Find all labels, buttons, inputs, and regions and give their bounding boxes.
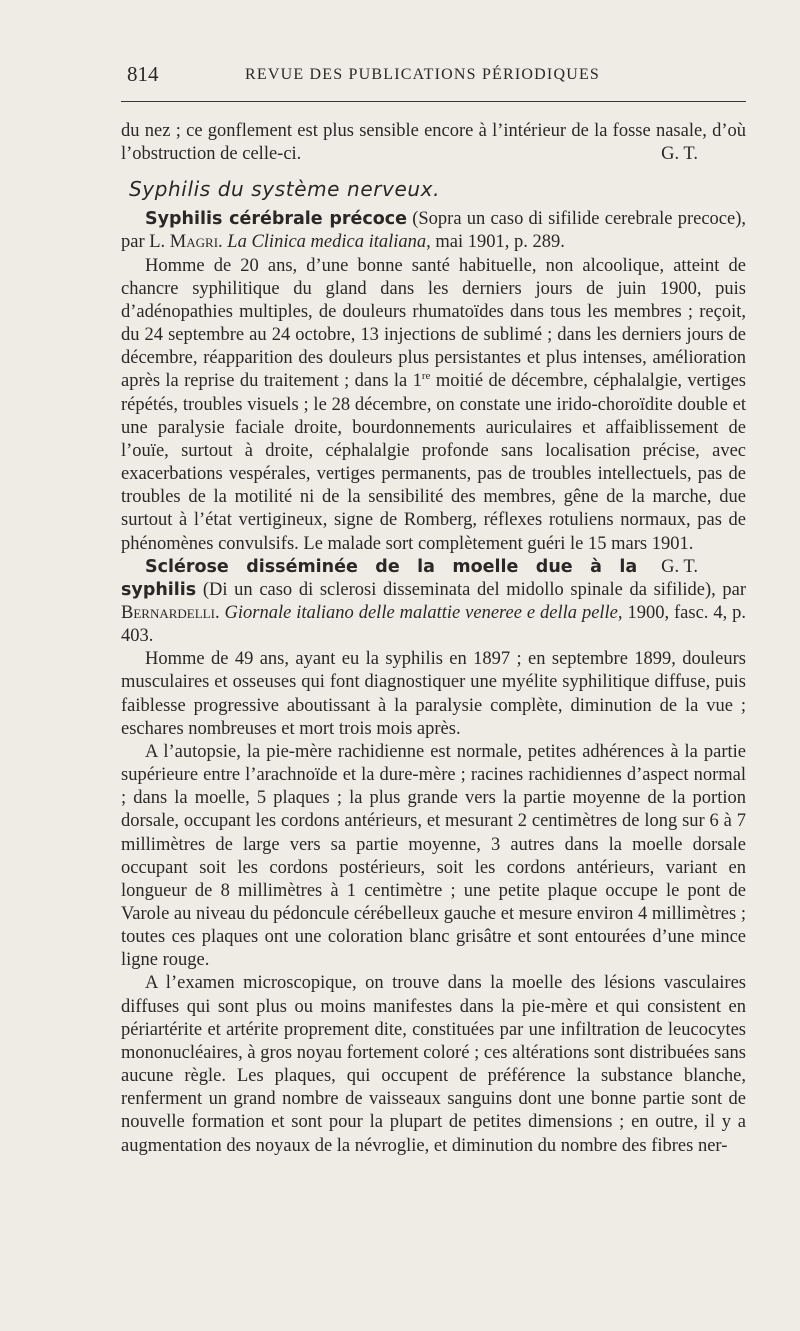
page-number: 814: [127, 62, 159, 86]
article-title: Syphilis cérébrale précoce: [145, 209, 408, 230]
reference-separator: .: [218, 232, 228, 253]
reference-separator: .: [214, 602, 225, 623]
article-paragraph: [121, 255, 746, 577]
continuation-text: du nez ; ce gonflement est plus sensible encore à l’intérieur de la fosse nasale, d’où l’obstruction de celle-ci.: [121, 121, 746, 165]
article-author: Bernardelli: [121, 602, 215, 623]
signature: G. T.: [661, 556, 698, 577]
article-paragraph: A l’autopsie, la pie-mère rachidienne est normale, petites adhérences à la partie supérieure entre l’arachnoïde et la dure-mère ; racines rachidiennes d’aspect normal ; dans la moelle, 5 plaques ; la plus grande vers la partie moyenne de la portion dorsale, occupant les cordons antérieurs, et mesurant 2 centimètres de long sur 6 à 7 millimètres de large vers sa partie moyenne, 3 autres dans la moelle dorsale occupant soit les cordons postérieurs, soit les cordons antérieurs, variant en longueur de 8 millimètres à 1 centimètre ; une petite plaque occupe le pont de Varole au niveau du pédoncule cérébelleux gauche et mesure environ 4 millimètres ; toutes ces plaques ont une coloration blanc grisâtre et sont entourées d’une mince ligne rouge.: [121, 741, 746, 971]
paragraph-text: moitié de décembre, céphalalgie, vertiges répétés, troubles visuels ; le 28 décembre, on constate une irido-choroïdite double et une paralysie faciale droite, bourdonnements auriculaires et affaiblissement de l’ouïe, surtout à droite, céphalalgie profonde sans localisation précise, avec exacerbations vespérales, vertiges permanents, pas de troubles intellectuels, pas de troubles de la motilité ni de la sensibilité des membres, gêne de la marche, due surtout à l’état vertigineux, signe de Romberg, réflexes rotuliens normaux, pas de phénomènes convulsifs. Le malade sort complètement guéri le 15 mars 1901.: [121, 371, 746, 554]
article-original-title: (Di un caso di sclerosi disseminata del midollo spinale da sifilide), par: [196, 579, 746, 600]
ordinal-suffix: re: [421, 370, 431, 383]
article-title: Sclérose disséminée de la moelle due à la syphilis: [121, 556, 638, 600]
article-heading: [121, 208, 746, 254]
journal-title: La Clinica medica italiana,: [227, 232, 431, 253]
running-title: REVUE DES PUBLICATIONS PÉRIODIQUES: [245, 66, 601, 83]
body-text: [121, 120, 746, 1158]
page-header: [121, 62, 746, 92]
reference-date: mai 1901, p. 289.: [430, 232, 565, 253]
signature: G. T.: [661, 144, 698, 165]
article-paragraph: A l’examen microscopique, on trouve dans la moelle des lésions vasculaires diffuses qui sont plus ou moins manifestes dans la pie-mère et qui consistent en périartérite et artérite proprement dite, constituées par une infiltration de leucocytes mononucléaires, à gros noyau fortement coloré ; ces altérations sont distribuées sans aucune règle. Les plaques, qui occupent de préférence la substance blanche, renferment un grand nombre de vaisseaux sanguins dont une bonne partie sont de nouvelle formation et sont pour la plupart de petites dimensions ; en outre, il y a augmentation des noyaux de la névroglie, et diminution du nombre des fibres ner-: [121, 973, 746, 1156]
paragraph-text: Homme de 20 ans, d’une bonne santé habituelle, non alcoolique, atteint de chancre syphilitique du gland dans les derniers jours de juin 1900, puis d’adénopathies multiples, de douleurs rhumatoïdes dans tous les membres ; reçoit, du 24 septembre au 24 octobre, 13 injections de sublimé ; dans les derniers jours de décembre, réapparition des douleurs plus persistantes et plus intenses, amélioration après la reprise du traitement ; dans la 1: [121, 255, 746, 392]
header-rule: [121, 101, 746, 102]
section-title: Syphilis du système nerveux.: [129, 177, 441, 202]
continuation-paragraph: [121, 120, 746, 166]
article-paragraph: Homme de 49 ans, ayant eu la syphilis en 1897 ; en septembre 1899, douleurs musculaires et osseuses qui font diagnostiquer une myélite syphilitique diffuse, puis faiblesse progressive aboutissant à la paralysie complète, diminution de la vue ; eschares nombreuses et mort trois mois après.: [121, 649, 746, 739]
journal-title: Giornale italiano delle malattie veneree e della pelle,: [224, 602, 623, 623]
article-author: L. Magri: [149, 232, 219, 253]
reference-date: 1900, fasc. 4, p. 403.: [121, 602, 747, 647]
article-original-title: (Sopra un caso di sifilide cerebrale precoce), par: [121, 209, 746, 253]
